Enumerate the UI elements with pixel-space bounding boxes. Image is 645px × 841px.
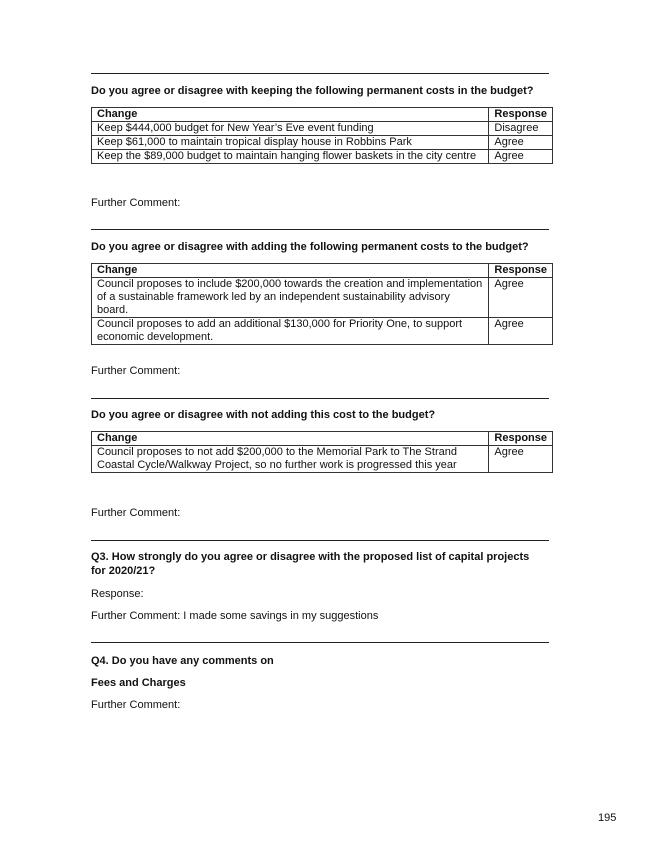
table-row: [92, 318, 553, 345]
response-cell: Agree: [489, 446, 553, 473]
column-header-change: Change: [92, 432, 489, 446]
section-2-table: [91, 263, 553, 345]
column-header-change: Change: [92, 108, 489, 122]
section-3-question: Do you agree or disagree with not adding this cost to the budget?: [91, 409, 436, 421]
change-cell: Council proposes to add an additional $130,000 for Priority One, to support economic development.: [92, 318, 489, 345]
response-cell: Disagree: [489, 122, 553, 136]
q4-subheading: Fees and Charges: [91, 677, 186, 689]
response-cell: Agree: [489, 278, 553, 318]
table-header-row: [92, 108, 553, 122]
q3-response-label: Response:: [91, 588, 144, 600]
q4-further-comment: Further Comment:: [91, 699, 181, 711]
divider: [91, 398, 549, 399]
section-3-table: [91, 431, 553, 473]
divider: [91, 73, 549, 74]
column-header-change: Change: [92, 264, 489, 278]
column-header-response: Response: [489, 108, 553, 122]
section-1-question: Do you agree or disagree with keeping the following permanent costs in the budget?: [91, 85, 534, 97]
section-1-table: [91, 107, 553, 164]
response-cell: Agree: [489, 318, 553, 345]
change-cell: Keep $444,000 budget for New Year’s Eve event funding: [92, 122, 489, 136]
table-header-row: [92, 432, 553, 446]
table-row: [92, 446, 553, 473]
table-row: [92, 278, 553, 318]
further-comment-label: Further Comment:: [91, 197, 181, 209]
change-cell: Council proposes to include $200,000 towards the creation and implementation of a sustainable framework led by an independent sustainability advisory board.: [92, 278, 489, 318]
divider: [91, 229, 549, 230]
table-row: [92, 136, 553, 150]
change-cell: Keep the $89,000 budget to maintain hanging flower baskets in the city centre: [92, 150, 489, 164]
q4-question: Q4. Do you have any comments on: [91, 655, 274, 667]
q3-question: Q3. How strongly do you agree or disagree with the proposed list of capital projects for 2020/21?: [91, 551, 530, 577]
column-header-response: Response: [489, 432, 553, 446]
further-comment-label: Further Comment:: [91, 507, 181, 519]
response-cell: Agree: [489, 150, 553, 164]
change-cell: Council proposes to not add $200,000 to the Memorial Park to The Strand Coastal Cycle/Walkway Project, so no further work is progressed this year: [92, 446, 489, 473]
divider: [91, 642, 549, 643]
table-row: [92, 122, 553, 136]
further-comment-label: Further Comment:: [91, 365, 181, 377]
response-cell: Agree: [489, 136, 553, 150]
q3-further-comment: Further Comment: I made some savings in my suggestions: [91, 610, 379, 622]
column-header-response: Response: [489, 264, 553, 278]
change-cell: Keep $61,000 to maintain tropical display house in Robbins Park: [92, 136, 489, 150]
table-header-row: [92, 264, 553, 278]
divider: [91, 540, 549, 541]
table-row: [92, 150, 553, 164]
page-number: 195: [598, 812, 617, 824]
section-2-question: Do you agree or disagree with adding the following permanent costs to the budget?: [91, 241, 529, 253]
